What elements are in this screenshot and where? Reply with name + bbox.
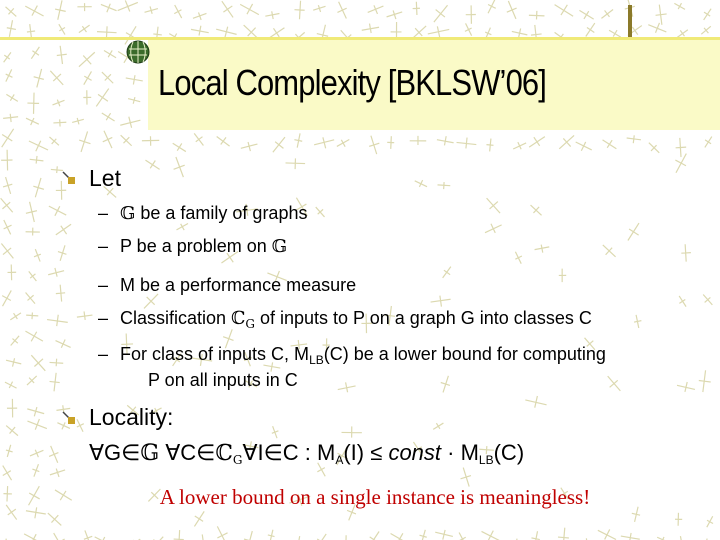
class-symbol-subscript: G	[232, 453, 243, 467]
dash-marker: –	[98, 203, 109, 223]
sub-item-text: For class of inputs C, M	[120, 344, 310, 364]
formula-part: ∀G∈	[89, 440, 141, 465]
class-symbol: ℂ	[231, 308, 246, 329]
formula-part: ∀I∈C : M	[242, 440, 336, 465]
graph-family-symbol: 𝔾	[120, 203, 136, 224]
formula-part: ∀C∈	[159, 440, 216, 465]
dash-marker: –	[98, 275, 109, 295]
bullet-locality: Locality:	[89, 404, 174, 430]
subscript: A	[335, 453, 344, 467]
bullet-let: Let	[89, 165, 121, 191]
sub-item-text: of inputs to P on a graph G into classes C	[254, 308, 592, 328]
class-symbol-subscript: G	[245, 317, 255, 331]
sub-item-text: P be a problem on	[120, 236, 272, 256]
bullet-icon	[62, 170, 76, 184]
graph-family-symbol: 𝔾	[271, 236, 288, 257]
locality-formula	[89, 440, 524, 467]
subscript: LB	[309, 353, 324, 367]
dash-marker: –	[98, 308, 109, 328]
subscript: LB	[478, 453, 494, 467]
sub-item-classification	[120, 308, 592, 331]
footer-note: A lower bound on a single instance is meaningless!	[159, 485, 591, 509]
formula-const: const	[388, 440, 442, 465]
dash-marker: –	[98, 344, 109, 364]
sub-item-problem	[120, 236, 287, 257]
sub-item-lower-bound-cont: P on all inputs in C	[148, 370, 298, 390]
formula-part: (C)	[493, 440, 525, 465]
sub-item-text: (C) be a lower bound for computing	[323, 344, 606, 364]
sub-item-text: Classification	[120, 308, 232, 328]
class-symbol: ℂ	[215, 441, 233, 466]
formula-part: (I) ≤	[343, 440, 389, 465]
dash-marker: –	[98, 236, 109, 256]
formula-part: · M	[441, 440, 479, 465]
sub-item-graph-family	[120, 203, 307, 224]
sub-item-measure: M be a performance measure	[120, 275, 357, 295]
graph-family-symbol: 𝔾	[140, 441, 160, 466]
bullet-icon	[62, 410, 76, 424]
slide-title: Local Complexity [BKLSW’06]	[158, 62, 547, 103]
sub-item-lower-bound	[120, 344, 606, 367]
sub-item-text: be a family of graphs	[135, 203, 308, 223]
